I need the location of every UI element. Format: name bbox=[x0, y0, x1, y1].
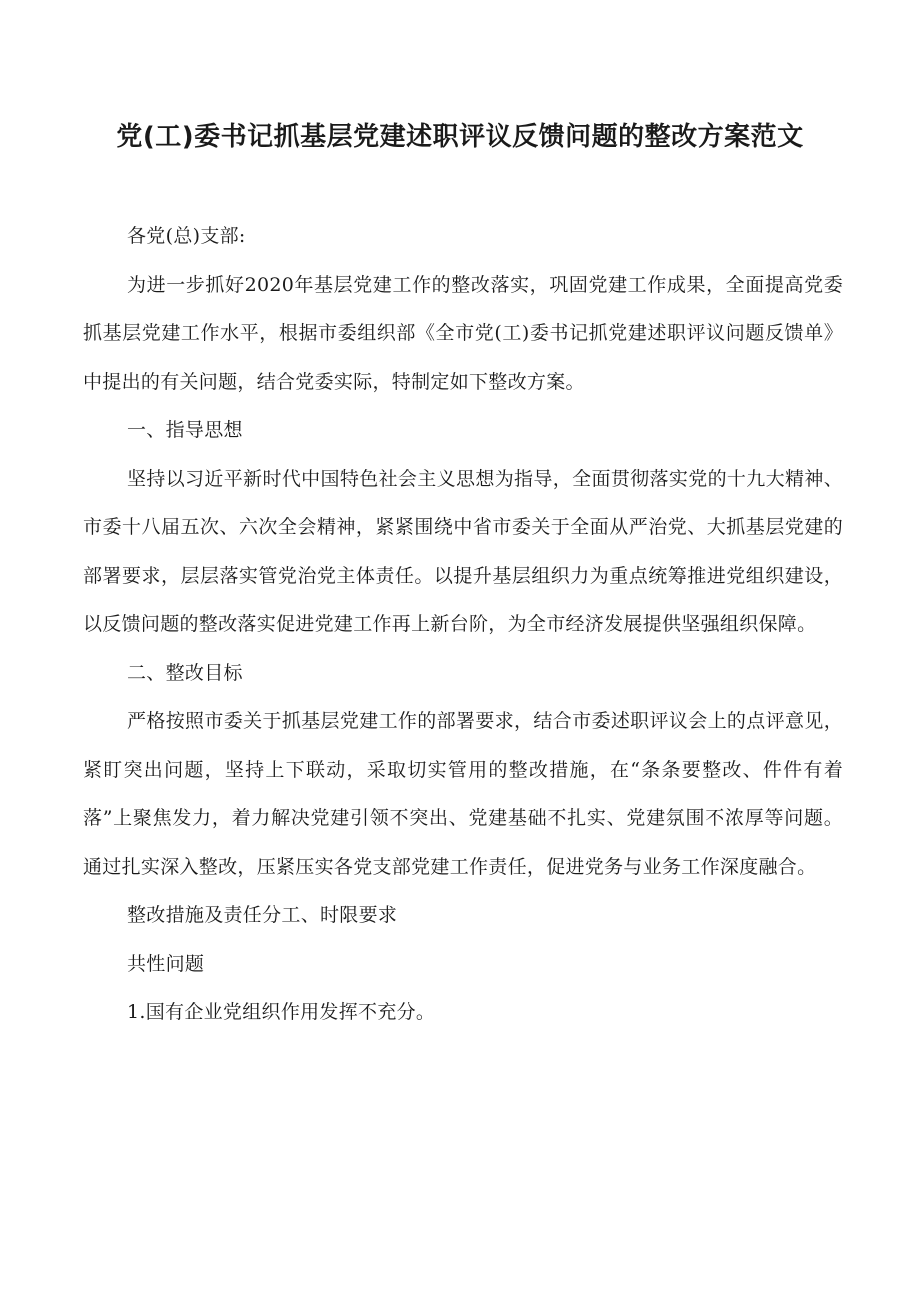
section-heading-measures: 整改措施及责任分工、时限要求 bbox=[127, 904, 398, 926]
guiding-ideology-paragraph: 坚持以习近平新时代中国特色社会主义思想为指导，全面贯彻落实党的十九大精神、市委十八届五次、六次全会精神，紧紧围绕中省市委关于全面从严治党、大抓基层党建的部署要求，层层落实管党治党主体责任。以提升基层组织力为重点统筹推进党组织建设，以反馈问题的整改落实促进党建工作再上新台阶，为全市经济发展提供坚强组织保障。 bbox=[83, 467, 843, 635]
intro-paragraph: 为进一步抓好2020年基层党建工作的整改落实，巩固党建工作成果，全面提高党委抓基层党建工作水平，根据市委组织部《全市党(工)委书记抓党建述职评议问题反馈单》中提出的有关问题，结合党委实际，特制定如下整改方案。 bbox=[83, 273, 843, 393]
salutation-paragraph: 各党(总)支部: bbox=[127, 225, 246, 247]
section-heading-guiding-ideology: 一、指导思想 bbox=[127, 419, 243, 441]
rectification-goals-paragraph: 严格按照市委关于抓基层党建工作的部署要求，结合市委述职评议会上的点评意见，紧盯突出问题，坚持上下联动，采取切实管用的整改措施，在“条条要整改、件件有着落”上聚焦发力，着力解决党建引领不突出、党建基础不扎实、党建氛围不浓厚等问题。通过扎实深入整改，压紧压实各党支部党建工作责任，促进党务与业务工作深度融合。 bbox=[83, 710, 843, 878]
document-body bbox=[83, 212, 843, 1037]
subheading-common-issues: 共性问题 bbox=[127, 952, 205, 975]
document-title: 党(工)委书记抓基层党建述职评议反馈问题的整改方案范文 bbox=[116, 122, 804, 152]
list-item-1: 1.国有企业党组织作用发挥不充分。 bbox=[127, 1001, 436, 1023]
section-heading-rectification-goals: 二、整改目标 bbox=[127, 661, 243, 684]
